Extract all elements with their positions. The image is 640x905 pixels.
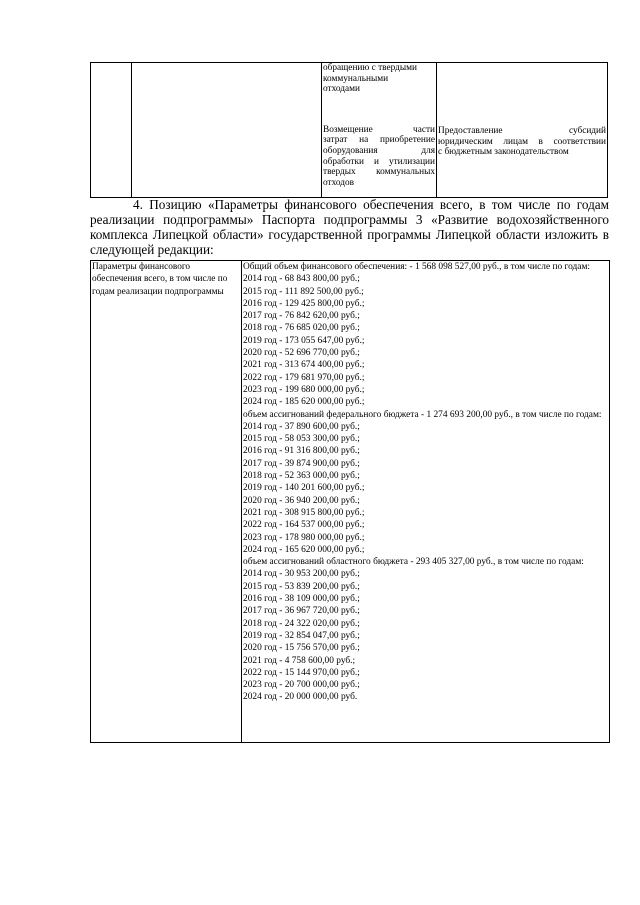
year-amount-line: 2024 год - 165 620 000,00 руб.; xyxy=(243,544,365,555)
table-cell-empty xyxy=(132,63,322,198)
year-amount-line: 2017 год - 76 842 620,00 руб.; xyxy=(243,311,360,322)
federal-intro: объем ассигнований федерального бюджета - 1 274 693 200,00 руб., в том числе по годам: xyxy=(243,409,602,420)
year-amount-line: 2024 год - 185 620 000,00 руб.; xyxy=(243,397,365,408)
finance-label: Параметры финансового обеспечения всего, в том числе по годам реализации подпрограммы xyxy=(92,262,228,297)
year-amount-line: 2016 год - 129 425 800,00 руб.; xyxy=(243,298,365,309)
cell-text-line: отходов xyxy=(323,177,355,188)
table-row xyxy=(91,63,608,198)
year-amount-line: 2018 год - 76 685 020,00 руб.; xyxy=(243,323,360,334)
year-amount-line: 2023 год - 178 980 000,00 руб.; xyxy=(243,532,365,543)
table-cell-mechanism xyxy=(437,63,608,198)
year-amount-line: 2018 год - 24 322 020,00 руб.; xyxy=(243,618,360,629)
regional-years-list xyxy=(243,568,608,703)
year-amount-line: 2015 год - 53 839 200,00 руб.; xyxy=(243,581,360,592)
year-amount-line: 2019 год - 140 201 600,00 руб.; xyxy=(243,483,365,494)
year-amount-line: 2024 год - 20 000 000,00 руб. xyxy=(243,692,358,703)
total-intro: Общий объем финансового обеспечения: - 1 568 098 527,00 руб., в том числе по годам: xyxy=(243,262,590,272)
year-amount-line: 2018 год - 52 363 000,00 руб.; xyxy=(243,471,360,482)
continued-table xyxy=(90,62,608,198)
year-amount-line: 2022 год - 15 144 970,00 руб.; xyxy=(243,667,360,678)
year-amount-line: 2019 год - 173 055 647,00 руб.; xyxy=(243,335,365,346)
paragraph-first-line: 4. Позицию «Параметры финансового обеспечения всего, в том числе по годам xyxy=(133,197,609,212)
cell-text-line: твердых коммунальных xyxy=(323,167,435,178)
year-amount-line: 2020 год - 36 940 200,00 руб.; xyxy=(243,495,360,506)
year-amount-line: 2014 год - 68 843 800,00 руб.; xyxy=(243,274,360,285)
year-amount-line: 2017 год - 36 967 720,00 руб.; xyxy=(243,606,360,617)
year-amount-line: 2020 год - 15 756 570,00 руб.; xyxy=(243,643,360,654)
year-amount-line: 2014 год - 37 890 600,00 руб.; xyxy=(243,421,360,432)
year-amount-line: 2016 год - 38 109 000,00 руб.; xyxy=(243,594,360,605)
cell-text-line: обращению с твердыми xyxy=(323,63,417,73)
year-amount-line: 2016 год - 91 316 800,00 руб.; xyxy=(243,446,360,457)
year-amount-line: 2023 год - 20 700 000,00 руб.; xyxy=(243,680,360,691)
year-amount-line: 2015 год - 58 053 300,00 руб.; xyxy=(243,434,360,445)
paragraph-continuation: реализации подпрограммы» Паспорта подпрограммы 3 «Развитие водохозяйственного комплекса Липецкой области» государственной программы Липецкой области изложить в следующей редакции: xyxy=(90,212,609,257)
finance-label-cell xyxy=(91,261,242,743)
year-amount-line: 2021 год - 313 674 400,00 руб.; xyxy=(243,360,365,371)
cell-text-line: с бюджетным законодательством xyxy=(438,147,569,158)
cell-text-line: отходами xyxy=(323,84,360,95)
regional-intro: объем ассигнований областного бюджета - 293 405 327,00 руб., в том числе по годам: xyxy=(243,557,584,568)
finance-values-cell xyxy=(242,261,610,743)
year-amount-line: 2021 год - 308 915 800,00 руб.; xyxy=(243,507,365,518)
table-cell-measures xyxy=(322,63,437,198)
cell-text-line: юридическим лицам в соответствии xyxy=(438,136,606,147)
federal-years-list xyxy=(243,421,608,556)
year-amount-line: 2021 год - 4 758 600,00 руб.; xyxy=(243,655,356,666)
year-amount-line: 2014 год - 30 953 200,00 руб.; xyxy=(243,569,360,580)
cell-text-line: обработки и утилизации xyxy=(323,156,435,167)
cell-text-line: Предоставление субсидий xyxy=(438,126,606,136)
year-amount-line: 2019 год - 32 854 047,00 руб.; xyxy=(243,630,360,641)
cell-text-line: оборудования для xyxy=(323,145,435,156)
finance-table xyxy=(90,260,610,743)
table-cell-empty xyxy=(91,63,132,198)
year-amount-line: 2020 год - 52 696 770,00 руб.; xyxy=(243,348,360,359)
year-amount-line: 2023 год - 199 680 000,00 руб.; xyxy=(243,384,365,395)
year-amount-line: 2015 год - 111 892 500,00 руб.; xyxy=(243,286,364,297)
cell-text-line: Возмещение части xyxy=(323,124,435,135)
cell-text-line: затрат на приобретение xyxy=(323,135,435,146)
cell-text-line: коммунальными xyxy=(323,73,389,84)
amendment-paragraph xyxy=(90,197,609,257)
table-row xyxy=(91,261,610,743)
year-amount-line: 2022 год - 164 537 000,00 руб.; xyxy=(243,520,365,531)
year-amount-line: 2022 год - 179 681 970,00 руб.; xyxy=(243,372,365,383)
year-amount-line: 2017 год - 39 874 900,00 руб.; xyxy=(243,458,360,469)
total-years-list xyxy=(243,273,608,408)
